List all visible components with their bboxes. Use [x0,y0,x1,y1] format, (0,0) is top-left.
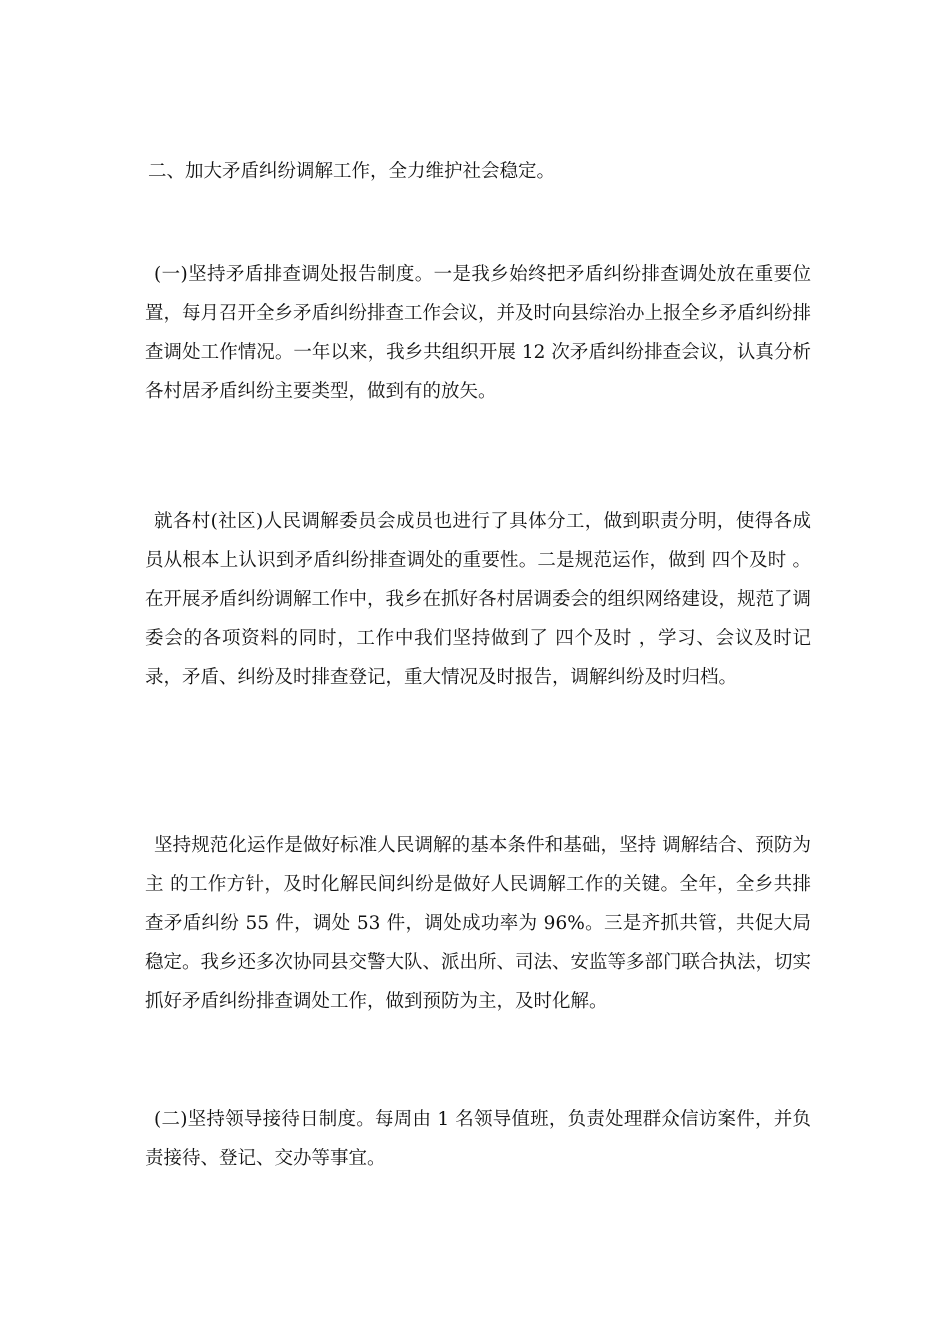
paragraph-1: (一)坚持矛盾排查调处报告制度。一是我乡始终把矛盾纠纷排查调处放在重要位置，每月召开全乡矛盾纠纷排查工作会议，并及时向县综治办上报全乡矛盾纠纷排查调处工作情况。一年以来，我乡共组织开展 12 次矛盾纠纷排查会议，认真分析各村居矛盾纠纷主要类型，做到有的放矢。 [145,264,812,402]
paragraph-2: 就各村(社区)人民调解委员会成员也进行了具体分工，做到职责分明，使得各成员从根本上认识到矛盾纠纷排查调处的重要性。二是规范运作，做到 四个及时 。在开展矛盾纠纷调解工作中，我乡在抓好各村居调委会的组织网络建设，规范了调委会的各项资料的同时，工作中我们坚持做到了 四个及时 ，学习、会议及时记录，矛盾、纠纷及时排查登记，重大情况及时报告，调解纠纷及时归档。 [145,511,812,688]
section-heading: 二、加大矛盾纠纷调解工作，全力维护社会稳定。 [148,161,556,182]
paragraph-3: 坚持规范化运作是做好标准人民调解的基本条件和基础，坚持 调解结合、预防为主 的工作方针，及时化解民间纠纷是做好人民调解工作的关键。全年，全乡共排查矛盾纠纷 55 件，调处 53 件，调处成功率为 96%。三是齐抓共管，共促大局稳定。我乡还多次协同县交警大队、派出所、司法、安监等多部门联合执法，切实抓好矛盾纠纷排查调处工作，做到预防为主，及时化解。 [145,835,812,1012]
paragraph-4: (二)坚持领导接待日制度。每周由 1 名领导值班，负责处理群众信访案件，并负责接待、登记、交办等事宜。 [145,1109,811,1169]
